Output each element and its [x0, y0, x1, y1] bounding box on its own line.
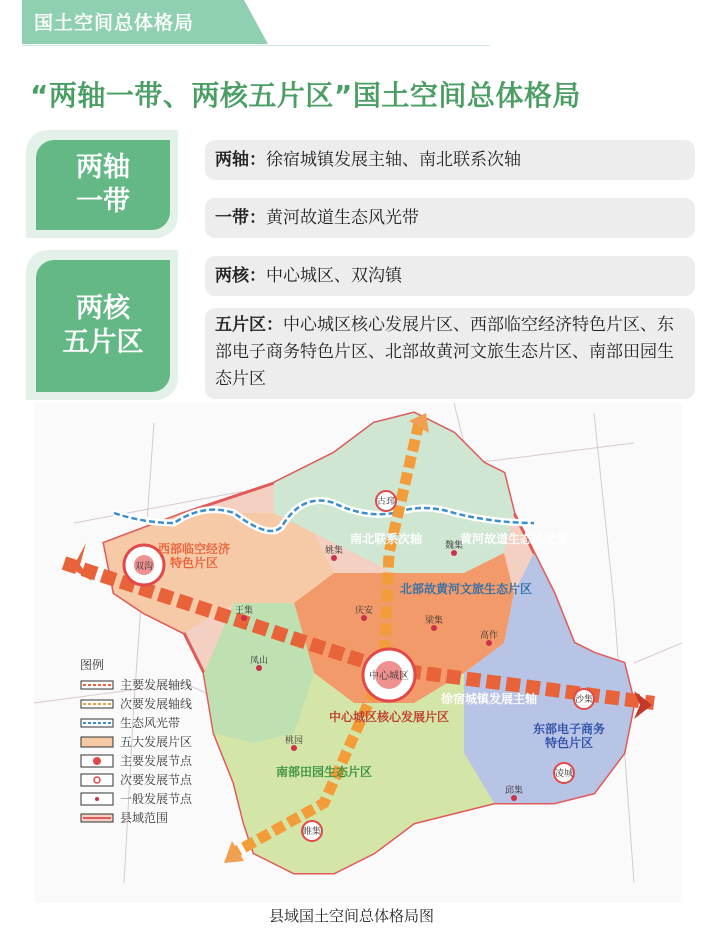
group-label-inner — [36, 140, 170, 230]
legend-main-axis-symbol — [80, 678, 114, 692]
legend-item — [80, 732, 240, 751]
legend-item — [80, 789, 240, 808]
map-label-east-zone: 东部电子商务特色片区 — [532, 722, 606, 750]
group-label-axes-belt — [26, 130, 178, 238]
row-one-belt — [205, 198, 695, 238]
headline-title: 国土空间总体格局 — [352, 79, 581, 112]
map-label-west-zone: 西部临空经济特色片区 — [157, 542, 231, 570]
section-tab — [22, 0, 268, 44]
county-map — [34, 403, 682, 903]
legend-label: 主要发展节点 — [120, 754, 193, 768]
town-label: 高作 — [479, 631, 499, 641]
legend-item — [80, 713, 240, 732]
group-label-line2: 五片区 — [62, 327, 144, 358]
map-caption: 县域国土空间总体格局图 — [268, 907, 434, 925]
legend-label: 五大发展片区 — [120, 735, 193, 749]
section-divider — [22, 45, 490, 46]
map-label-eco-belt: 黄河故道生态风光带 — [459, 532, 569, 546]
row-two-axes — [205, 140, 695, 180]
town-label: 梁集 — [424, 616, 444, 626]
legend-secondary-node-symbol — [80, 773, 114, 787]
group-label-inner — [36, 260, 170, 392]
row-key: 两轴： — [215, 149, 266, 170]
map-label-center: 中心城区 — [369, 671, 409, 682]
legend-label: 次要发展轴线 — [120, 697, 193, 711]
section-tab-label: 国土空间总体格局 — [34, 12, 195, 34]
row-text: 中心城区、双沟镇 — [266, 265, 402, 286]
town-label: 姚集 — [324, 546, 344, 556]
legend-item — [80, 751, 240, 770]
group-label-cores-zones — [26, 250, 178, 400]
legend-item — [80, 808, 240, 827]
town-label: 沙集 — [574, 695, 594, 705]
row-key: 一带： — [215, 207, 266, 228]
legend-zone-symbol — [80, 735, 114, 749]
town-label: 邱集 — [504, 786, 524, 796]
row-text: 黄河故道生态风光带 — [266, 207, 419, 228]
map-label-south-zone: 南部田园生态片区 — [275, 765, 373, 779]
group-label-line1: 两核 — [76, 293, 130, 324]
legend-label: 生态风光带 — [120, 716, 181, 730]
row-two-cores — [205, 256, 695, 296]
town-label: 桃园 — [284, 736, 304, 746]
map-label-north-zone: 北部故黄河文旅生态片区 — [399, 582, 533, 596]
headline-quote: “两轴一带、两核五片区” — [30, 79, 353, 112]
town-label: 庆安 — [354, 606, 374, 616]
town-label: 睢集 — [302, 827, 322, 837]
town-label: 双沟 — [134, 562, 154, 572]
legend-label: 主要发展轴线 — [120, 678, 193, 692]
legend-item — [80, 770, 240, 789]
map-label-main-axis: 徐宿城镇发展主轴 — [440, 692, 538, 706]
group-label-line2: 一带 — [76, 186, 130, 217]
map-legend — [80, 656, 240, 827]
legend-secondary-axis-symbol — [80, 697, 114, 711]
group-label-line1: 两轴 — [76, 152, 130, 183]
town-label: 王集 — [234, 606, 254, 616]
legend-main-node-symbol — [80, 754, 114, 768]
legend-label: 次要发展节点 — [120, 773, 193, 787]
legend-item — [80, 694, 240, 713]
row-key: 五片区： — [215, 315, 283, 335]
legend-item — [80, 675, 240, 694]
town-label: 凌城 — [554, 769, 574, 779]
map-label-core-zone: 中心城区核心发展片区 — [328, 710, 450, 724]
row-key: 两核： — [215, 265, 266, 286]
legend-general-node-symbol — [80, 792, 114, 806]
map-label-north-axis: 南北联系次轴 — [349, 532, 423, 546]
legend-boundary-symbol — [80, 811, 114, 825]
town-label: 古邳 — [376, 497, 396, 507]
legend-eco-belt-symbol — [80, 716, 114, 730]
row-text: 徐宿城镇发展主轴、南北联系次轴 — [266, 149, 521, 170]
legend-label: 县域范围 — [120, 811, 169, 825]
page-headline — [30, 74, 581, 114]
town-label: 凤山 — [249, 656, 269, 666]
row-five-zones — [205, 308, 695, 399]
row-text: 中心城区核心发展片区、西部临空经济特色片区、东部电子商务特色片区、北部故黄河文旅生态片区、南部田园生态片区 — [215, 315, 674, 389]
legend-title: 图例 — [80, 658, 105, 672]
legend-label: 一般发展节点 — [120, 792, 193, 806]
town-label: 魏集 — [444, 541, 464, 551]
